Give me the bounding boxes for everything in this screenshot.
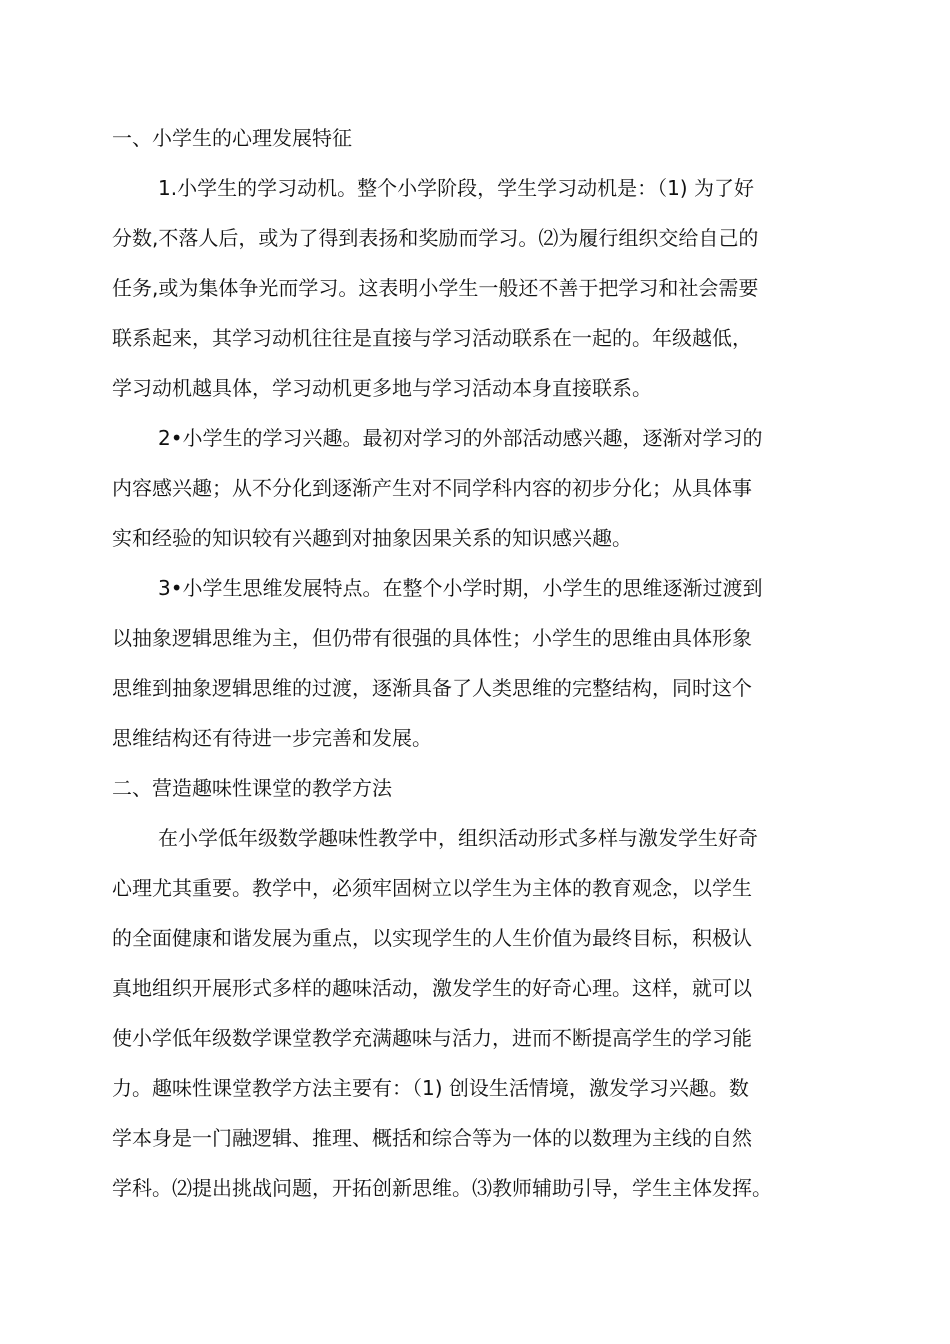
paragraph-line: 以抽象逻辑思维为主，但仍带有很强的具体性；小学生的思维由具体形象 [112, 626, 752, 650]
paragraph-line: 的全面健康和谐发展为重点，以实现学生的人生价值为最终目标，积极认 [112, 926, 752, 950]
section-heading-1: 一、小学生的心理发展特征 [112, 126, 352, 150]
paragraph-line: 内容感兴趣；从不分化到逐渐产生对不同学科内容的初步分化；从具体事 [112, 476, 752, 500]
paragraph-line: 在小学低年级数学趣味性教学中，组织活动形式多样与激发学生好奇 [158, 826, 758, 850]
paragraph-line: 任务,或为集体争光而学习。这表明小学生一般还不善于把学习和社会需要 [112, 276, 759, 300]
paragraph-line: 3•小学生思维发展特点。在整个小学时期，小学生的思维逐渐过渡到 [158, 576, 763, 600]
paragraph-line: 思维结构还有待进一步完善和发展。 [112, 726, 432, 750]
paragraph-line: 1.小学生的学习动机。整个小学阶段，学生学习动机是：（1) 为了好 [158, 176, 754, 200]
paragraph-line: 学本身是一门融逻辑、推理、概括和综合等为一体的以数理为主线的自然 [112, 1126, 752, 1150]
paragraph-line: 实和经验的知识较有兴趣到对抽象因果关系的知识感兴趣。 [112, 526, 632, 550]
paragraph-line: 思维到抽象逻辑思维的过渡，逐渐具备了人类思维的完整结构，同时这个 [112, 676, 752, 700]
paragraph-line: 使小学低年级数学课堂教学充满趣味与活力，进而不断提高学生的学习能 [112, 1026, 752, 1050]
paragraph-line: 真地组织开展形式多样的趣味活动，激发学生的好奇心理。这样，就可以 [112, 976, 752, 1000]
paragraph-line: 心理尤其重要。教学中，必须牢固树立以学生为主体的教育观念，以学生 [112, 876, 752, 900]
section-heading-2: 二、营造趣味性课堂的教学方法 [112, 776, 392, 800]
paragraph-line: 分数,不落人后，或为了得到表扬和奖励而学习。⑵为履行组织交给自己的 [112, 226, 759, 250]
paragraph-line: 联系起来，其学习动机往往是直接与学习活动联系在一起的。年级越低， [112, 326, 752, 350]
paragraph-line: 2•小学生的学习兴趣。最初对学习的外部活动感兴趣，逐渐对学习的 [158, 426, 763, 450]
paragraph-line: 力。趣味性课堂教学方法主要有：（1) 创设生活情境，激发学习兴趣。数 [112, 1076, 749, 1100]
paragraph-line: 学科。⑵提出挑战问题，开拓创新思维。⑶教师辅助引导，学生主体发挥。 [112, 1176, 772, 1200]
paragraph-line: 学习动机越具体，学习动机更多地与学习活动本身直接联系。 [112, 376, 652, 400]
